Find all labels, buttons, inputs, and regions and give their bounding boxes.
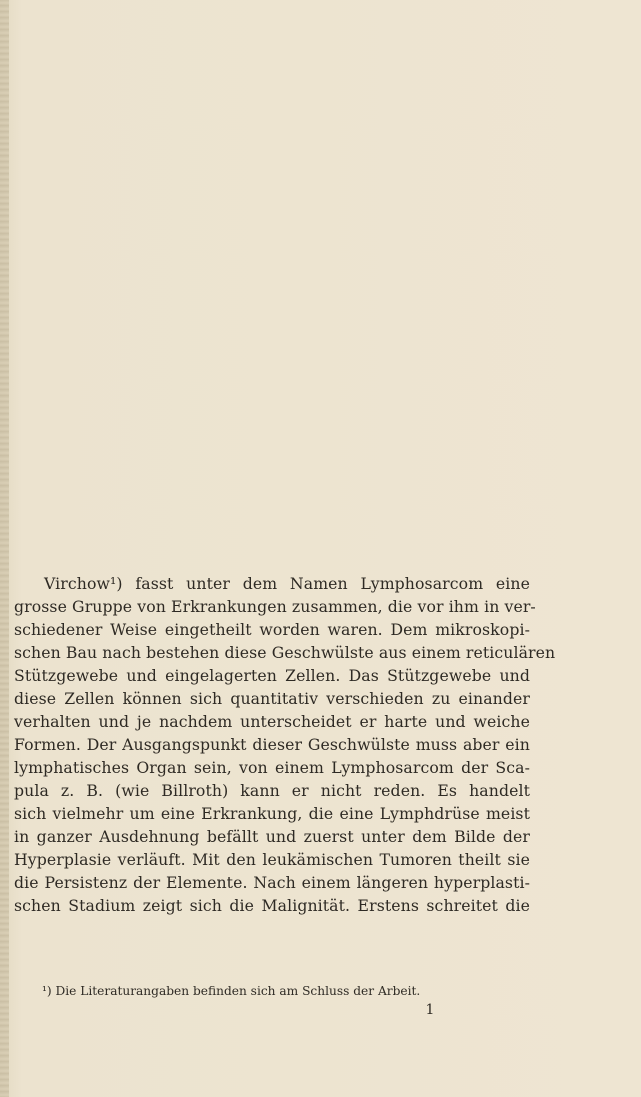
- text-line-11: sich vielmehr um eine Erkrankung, die eine Lymphdrüse meist: [14, 804, 530, 823]
- body-paragraph: [14, 572, 556, 917]
- text-line-1: Virchow¹) fasst unter dem Namen Lymphosarcom eine: [44, 574, 530, 593]
- text-line-15: schen Stadium zeigt sich die Malignität. Erstens schreitet die: [14, 896, 530, 915]
- text-line-4: schen Bau nach bestehen diese Geschwülste aus einem reticulären: [14, 643, 556, 662]
- text-line-13: Hyperplasie verläuft. Mit den leukämischen Tumoren theilt sie: [14, 850, 530, 869]
- text-line-9: lymphatisches Organ sein, von einem Lymphosarcom der Sca-: [14, 758, 530, 777]
- page-number: 1: [425, 1002, 435, 1018]
- text-line-14: die Persistenz der Elemente. Nach einem längeren hyperplasti-: [14, 873, 530, 892]
- text-line-2: grosse Gruppe von Erkrankungen zusammen, die vor ihm in ver-: [14, 597, 536, 616]
- text-line-3: schiedener Weise eingetheilt worden waren. Dem mikroskopi-: [14, 620, 530, 639]
- text-line-6: diese Zellen können sich quantitativ verschieden zu einander: [14, 689, 530, 708]
- text-line-12: in ganzer Ausdehnung befällt und zuerst unter dem Bilde der: [14, 827, 530, 846]
- text-line-10: pula z. B. (wie Billroth) kann er nicht reden. Es handelt: [14, 781, 530, 800]
- text-line-7: verhalten und je nachdem unterscheidet er harte und weiche: [14, 712, 530, 731]
- text-line-5: Stützgewebe und eingelagerten Zellen. Das Stützgewebe und: [14, 666, 530, 685]
- footnote: ¹) Die Literaturangaben befinden sich am Schluss der Arbeit.: [42, 984, 421, 998]
- page-binding-edge: [0, 0, 9, 1097]
- text-line-8: Formen. Der Ausgangspunkt dieser Geschwülste muss aber ein: [14, 735, 530, 754]
